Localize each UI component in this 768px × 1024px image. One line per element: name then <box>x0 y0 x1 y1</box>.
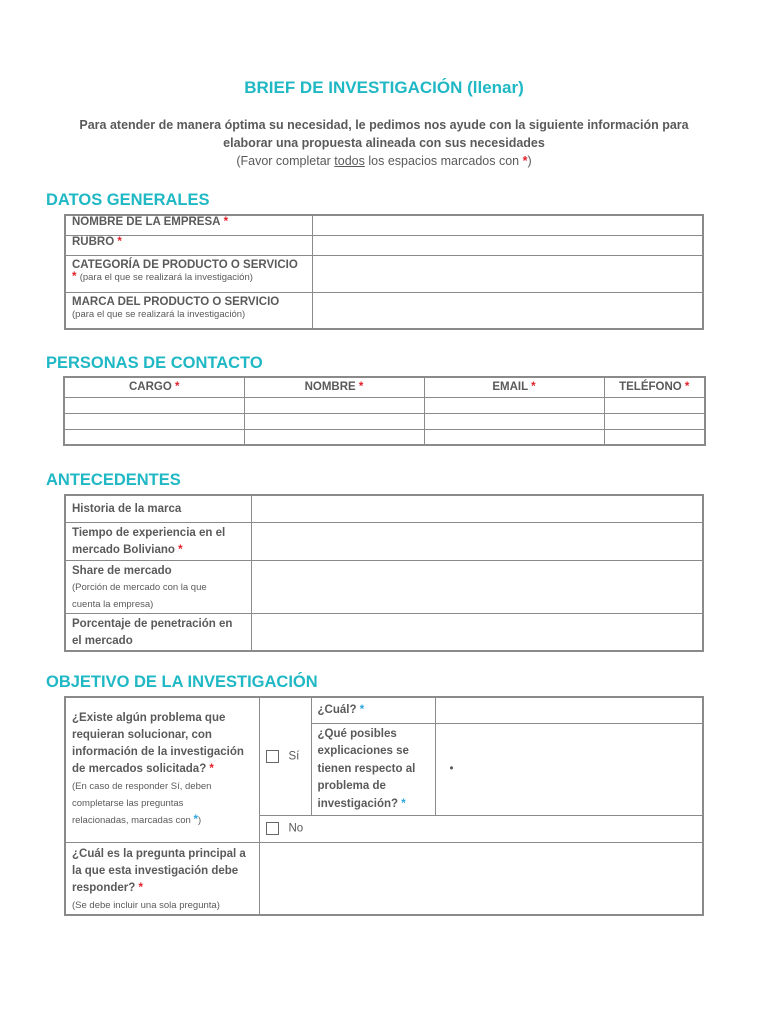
label-penetracion-2: el mercado <box>72 634 133 647</box>
label-cell <box>65 215 312 235</box>
q1-note-line: (En caso de responder Sí, deben <box>72 781 212 793</box>
label-penetracion-1: Porcentaje de penetración en <box>72 617 233 630</box>
option-no-cell <box>259 815 703 842</box>
col-telefono-label: TELÉFONO <box>619 381 682 394</box>
label-cell <box>65 495 251 522</box>
document-title: BRIEF DE INVESTIGACIÓN (llenar) <box>244 78 524 97</box>
table-row <box>64 397 705 413</box>
objetivo-table <box>64 696 704 916</box>
explic-line: investigación? <box>317 797 399 810</box>
option-no-label: No <box>288 822 304 835</box>
col-nombre-label: NOMBRE <box>304 381 356 394</box>
cell-input[interactable] <box>424 413 604 429</box>
label-tiempo-2: mercado Boliviano <box>72 543 175 556</box>
label-marca: MARCA DEL PRODUCTO O SERVICIO <box>72 295 280 308</box>
intro-line-2: elaborar una propuesta alineada con sus necesidades <box>223 136 545 150</box>
q2-line: responder? <box>72 881 136 894</box>
datos-generales-table <box>64 214 704 330</box>
antecedentes-table <box>64 494 704 652</box>
note-share-1: (Porción de mercado con la que <box>72 581 207 593</box>
input-rubro[interactable] <box>312 235 703 255</box>
explic-line: ¿Qué posibles <box>317 727 397 740</box>
required-asterisk-blue: * <box>401 797 406 810</box>
cell-input[interactable] <box>604 429 705 445</box>
cell-input[interactable] <box>64 429 244 445</box>
note-pre: (Favor completar <box>236 154 335 168</box>
q2-note: (Se debe incluir una sola pregunta) <box>72 899 220 911</box>
required-asterisk: * <box>531 381 536 394</box>
col-nombre <box>244 377 424 397</box>
cell-input[interactable] <box>244 429 424 445</box>
q2-line: la que esta investigación debe <box>72 864 239 877</box>
table-row <box>65 842 703 915</box>
explic-line: tienen respecto al <box>317 762 416 775</box>
input-nombre-empresa[interactable] <box>312 215 703 235</box>
cual-label-cell <box>311 697 435 723</box>
label-share: Share de mercado <box>72 564 172 577</box>
cell-input[interactable] <box>604 413 705 429</box>
input-tiempo[interactable] <box>251 522 703 560</box>
label-nombre-empresa: NOMBRE DE LA EMPRESA <box>72 216 221 228</box>
contactos-table <box>63 376 706 446</box>
intro-text <box>50 116 718 170</box>
required-asterisk: * <box>72 270 77 283</box>
note-categoria: (para el que se realizará la investigación) <box>79 271 253 283</box>
col-cargo <box>64 377 244 397</box>
required-asterisk: * <box>684 381 690 394</box>
input-penetracion[interactable] <box>251 613 703 651</box>
note-share-2: cuenta la empresa) <box>72 598 154 610</box>
note-marca: (para el que se realizará la investigación) <box>72 308 246 320</box>
label-cell <box>65 292 312 329</box>
input-categoria[interactable] <box>312 255 703 292</box>
checkbox-si[interactable] <box>266 750 279 763</box>
required-asterisk: * <box>178 543 183 556</box>
cual-label: ¿Cuál? <box>317 704 357 717</box>
col-email-label: EMAIL <box>492 381 528 394</box>
q1-line: requieran solucionar, con <box>72 729 212 742</box>
intro-note <box>236 154 531 168</box>
q1-line: de mercados solicitada? <box>72 763 207 776</box>
explic-line: explicaciones se <box>317 745 409 757</box>
option-si-cell <box>259 697 311 815</box>
note-end: ) <box>527 154 532 168</box>
cell-input[interactable] <box>64 413 244 429</box>
label-cell <box>65 560 251 613</box>
section-personas-contacto: PERSONAS DE CONTACTO <box>46 354 263 372</box>
table-row <box>65 613 703 651</box>
required-asterisk-blue: * <box>359 704 365 717</box>
cell-input[interactable] <box>604 397 705 413</box>
q1-note-end: ) <box>197 815 202 827</box>
required-asterisk: * <box>358 381 364 394</box>
required-asterisk: * <box>117 235 122 248</box>
cell-input[interactable] <box>424 429 604 445</box>
cell-input[interactable] <box>424 397 604 413</box>
checkbox-no[interactable] <box>266 822 279 835</box>
table-row <box>65 522 703 560</box>
table-row <box>65 235 703 255</box>
section-antecedentes: ANTECEDENTES <box>46 471 181 489</box>
table-row <box>65 215 703 235</box>
q1-note-line: relacionadas, marcadas con <box>72 815 194 827</box>
required-asterisk: * <box>175 381 180 394</box>
q1-line: ¿Existe algún problema que <box>72 712 226 725</box>
label-cell <box>65 255 312 292</box>
bullet-icon: • <box>449 763 454 775</box>
question-1-cell <box>65 697 259 842</box>
cell-input[interactable] <box>244 413 424 429</box>
col-telefono <box>604 377 705 397</box>
q1-line: información de la investigación <box>72 746 244 759</box>
input-historia[interactable] <box>251 495 703 522</box>
table-row <box>65 697 703 723</box>
label-cell <box>65 522 251 560</box>
label-historia: Historia de la marca <box>72 502 182 515</box>
explic-line: problema de <box>317 780 386 792</box>
label-rubro: RUBRO <box>72 235 115 248</box>
label-cell <box>65 613 251 651</box>
required-asterisk: * <box>138 881 143 894</box>
required-asterisk: * <box>223 216 229 228</box>
table-row <box>64 429 705 445</box>
label-categoria: CATEGORÍA DE PRODUCTO O SERVICIO <box>72 258 298 271</box>
table-row <box>65 255 703 292</box>
cell-input[interactable] <box>244 397 424 413</box>
input-share[interactable] <box>251 560 703 613</box>
question-2-cell <box>65 842 259 915</box>
input-cual[interactable] <box>435 697 703 723</box>
section-datos-generales: DATOS GENERALES <box>46 191 210 209</box>
col-email <box>424 377 604 397</box>
intro-line-1: Para atender de manera óptima su necesidad, le pedimos nos ayude con la siguiente información para <box>79 118 689 132</box>
label-cell <box>65 235 312 255</box>
input-pregunta-principal[interactable] <box>259 842 703 915</box>
required-asterisk: * <box>209 763 214 776</box>
explicaciones-label-cell <box>311 723 435 815</box>
section-objetivo: OBJETIVO DE LA INVESTIGACIÓN <box>46 673 318 691</box>
input-marca[interactable] <box>312 292 703 329</box>
q1-note-line: completarse las preguntas <box>72 798 184 810</box>
input-explicaciones[interactable] <box>435 723 703 815</box>
q2-line: ¿Cuál es la pregunta principal a <box>72 847 246 860</box>
option-si-label: Sí <box>288 750 300 763</box>
table-row <box>65 292 703 329</box>
table-header-row <box>64 377 705 397</box>
col-cargo-label: CARGO <box>129 381 172 394</box>
note-underline: todos <box>334 154 365 168</box>
note-post: los espacios marcados con <box>364 154 523 168</box>
table-row <box>64 413 705 429</box>
cell-input[interactable] <box>64 397 244 413</box>
table-row <box>65 560 703 613</box>
required-asterisk-blue: * <box>193 814 198 827</box>
table-row <box>65 495 703 522</box>
required-asterisk: * <box>522 154 528 168</box>
label-tiempo-1: Tiempo de experiencia en el <box>72 526 226 539</box>
